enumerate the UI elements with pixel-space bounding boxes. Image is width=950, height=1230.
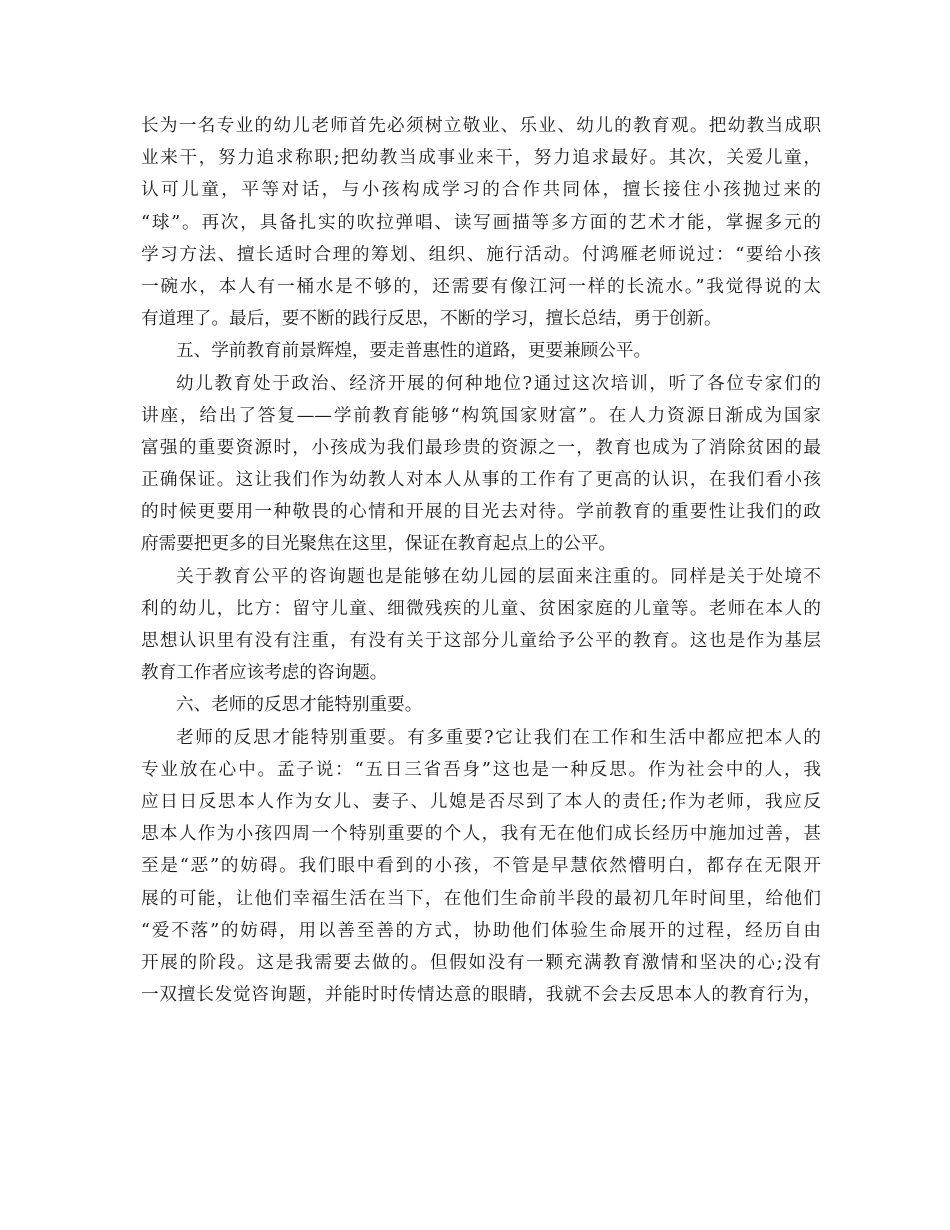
text-line: 一碗水，本人有一桶水是不够的，还需要有像江河一样的长流水。”我觉得说的太 [141,276,821,297]
text-line: “爱不落”的妨碍，用以善至善的方式，协助他们体验生命展开的过程，经历自由 [141,920,821,941]
text-line: 开展的阶段。这是我需要去做的。但假如没有一颗充满教育激情和坚决的心;没有 [141,952,821,973]
text-line: 至是“恶”的妨碍。我们眼中看到的小孩，不管是早慧依然懵明白，都存在无限开 [141,856,821,877]
text-line: 关于教育公平的咨询题也是能够在幼儿园的层面来注重的。同样是关于处境不 [176,566,821,587]
text-line: 学习方法、擅长适时合理的筹划、组织、施行活动。付鸿雁老师说过：“要给小孩 [141,244,821,265]
text-line: 幼儿教育处于政治、经济开展的何种地位?通过这次培训，听了各位专家们的 [176,373,821,394]
text-line: 展的可能，让他们幸福生活在当下，在他们生命前半段的最初几年时间里，给他们 [141,888,821,909]
text-line: 利的幼儿，比方：留守儿童、细微残疾的儿童、贫困家庭的儿童等。老师在本人的 [141,598,821,619]
text-line: 富强的重要资源时，小孩成为我们最珍贵的资源之一，教育也成为了消除贫困的最 [141,437,821,458]
text-line: 认可儿童，平等对话，与小孩构成学习的合作共同体，擅长接住小孩抛过来的 [141,180,821,201]
text-line: 业来干，努力追求称职;把幼教当成事业来干，努力追求最好。其次，关爱儿童， [141,148,821,169]
text-line: 正确保证。这让我们作为幼教人对本人从事的工作有了更高的认识，在我们看小孩 [141,470,821,491]
text-line: 思想认识里有没有注重，有没有关于这部分儿童给予公平的教育。这也是作为基层 [141,631,821,651]
text-line: 教育工作者应该考虑的咨询题。 [141,663,388,684]
text-line: 的时候更要用一种敬畏的心情和开展的目光去对待。学前教育的重要性让我们的政 [141,502,821,523]
document-body [141,110,821,1011]
text-line: 府需要把更多的目光聚焦在这里，保证在教育起点上的公平。 [141,534,617,555]
text-line: 应日日反思本人作为女儿、妻子、儿媳是否尽到了本人的责任;作为老师，我应反 [141,791,821,812]
text-line: 专业放在心中。孟子说：“五日三省吾身”这也是一种反思。作为社会中的人，我 [141,759,821,780]
text-line: “球”。再次，具备扎实的吹拉弹唱、读写画描等多方面的艺术才能，掌握多元的 [141,212,821,233]
text-line: 有道理了。最后，要不断的践行反思，不断的学习，擅长总结，勇于创新。 [141,309,722,330]
text-line: 一双擅长发觉咨询题，并能时时传情达意的眼睛，我就不会去反思本人的教育行为， [141,985,821,1006]
text-line: 长为一名专业的幼儿老师首先必须树立敬业、乐业、幼儿的教育观。把幼教当成职 [141,116,821,136]
text-line: 五、学前教育前景辉煌，要走普惠性的道路，更要兼顾公平。 [176,341,652,362]
text-line: 思本人作为小孩四周一个特别重要的个人，我有无在他们成长经历中施加过善，甚 [141,824,821,845]
text-line: 六、老师的反思才能特别重要。 [176,695,423,716]
text-line: 老师的反思才能特别重要。有多重要?它让我们在工作和生活中都应把本人的 [176,727,821,748]
text-line: 讲座，给出了答复——学前教育能够“构筑国家财富”。在人力资源日渐成为国家 [141,405,821,426]
